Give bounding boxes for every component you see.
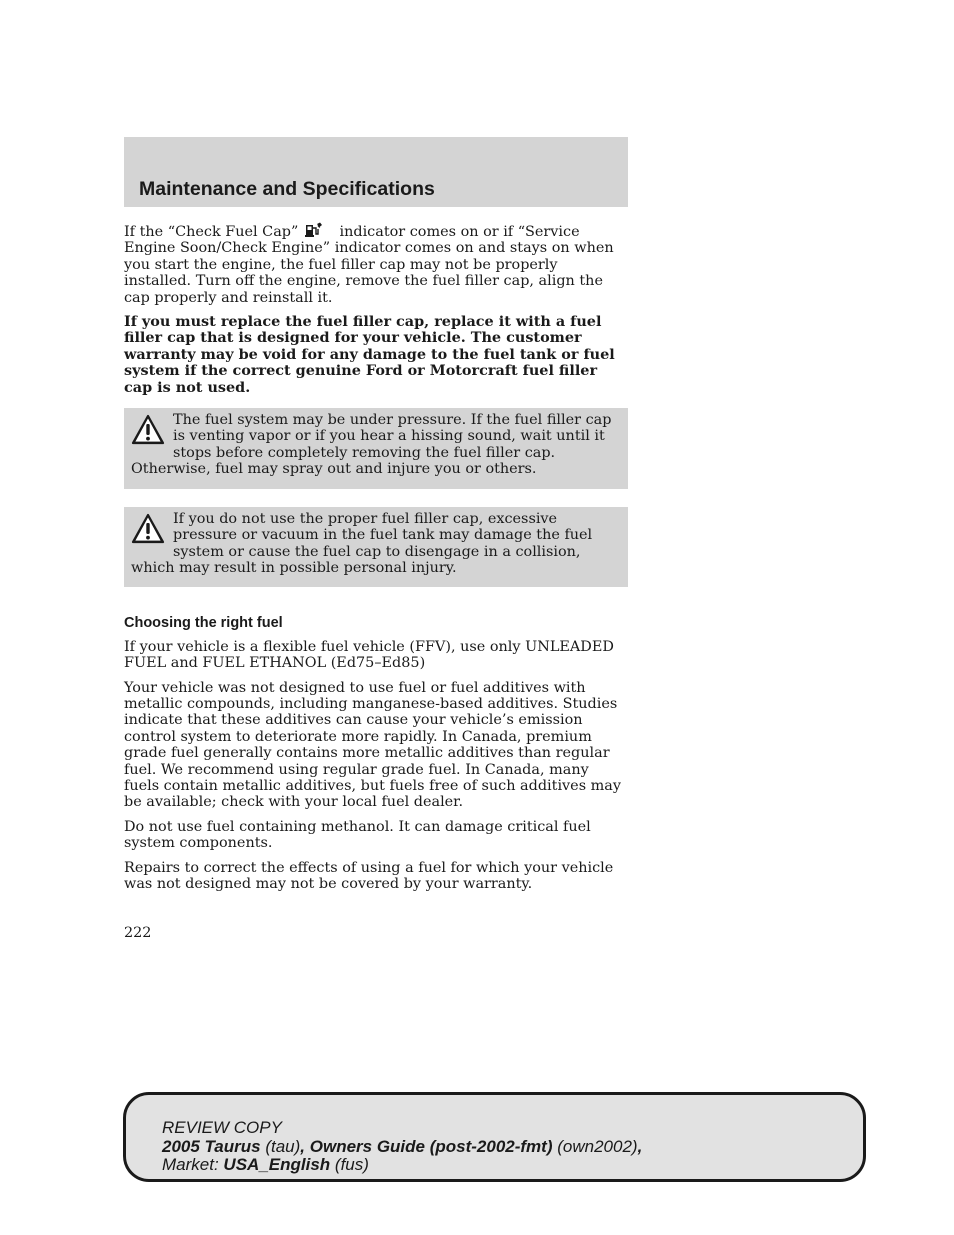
paragraph: Repairs to correct the effects of using a fuel for which your vehicle was not designed may not be covered by your warranty.: [124, 859, 614, 892]
warning-text: The fuel system may be under pressure. If the fuel filler cap is venting vapor or if you hear a hissing sound, wait until it stops before completely removing the fuel filler cap. Otherwise, fuel may spray out and injure you or others.: [131, 412, 612, 478]
paragraph: Your vehicle was not designed to use fuel or fuel additives with metallic compounds, including manganese-based additives. Studies indicate that these additives can cause your vehicle’s emission control system to deteriorate more rapidly. In Canada, premium grade fuel generally contains more metallic additives than regular fuel. We recommend using regular grade fuel. In Canada, many fuels contain metallic additives, but fuels free of such additives may be available; check with your local fuel dealer.: [124, 679, 622, 811]
review-copy-text: [162, 1119, 642, 1175]
section-header: [124, 137, 628, 207]
intro-text-start: If the “Check Fuel Cap”: [124, 224, 299, 240]
subheading-choosing-fuel: Choosing the right fuel: [124, 615, 283, 632]
page-content: [124, 222, 628, 900]
fuel-cap-icon: [305, 222, 323, 238]
market-line: [162, 1156, 642, 1175]
document-info-line: [162, 1138, 642, 1157]
guide-code: (own2002): [557, 1136, 638, 1156]
section-title: Maintenance and Specifications: [139, 178, 435, 200]
model-name: 2005 Taurus: [162, 1136, 261, 1156]
review-copy-box: [123, 1092, 866, 1182]
warning-box-pressure: [124, 408, 628, 489]
intro-text-end: indicator comes on or if “Service Engine Soon/Check Engine” indicator comes on and stays on when you start the engine, the fuel filler cap may not be properly installed. Turn off the engine, remove the fuel filler cap, align the cap properly and reinstall it.: [124, 224, 614, 306]
intro-paragraph: [124, 222, 628, 306]
separator-comma: ,: [637, 1136, 643, 1156]
page-number: 222: [124, 925, 152, 941]
warning-triangle-icon: [131, 513, 165, 545]
market-code: (fus): [334, 1155, 369, 1174]
paragraph: Do not use fuel containing methanol. It can damage critical fuel system components.: [124, 818, 591, 852]
warning-box-cap: [124, 507, 628, 588]
market-name: USA_English: [223, 1155, 331, 1174]
warning-text: If you do not use the proper fuel filler cap, excessive pressure or vacuum in the fuel tank may damage the fuel system or cause the fuel cap to disengage in a collision, which may result in possible personal injury.: [131, 510, 593, 576]
warning-triangle-icon: [131, 414, 165, 446]
replacement-notice: If you must replace the fuel filler cap, replace it with a fuel filler cap that is designed for your vehicle. The customer warranty may be void for any damage to the fuel tank or fuel system if the correct genuine Ford or Motorcraft fuel filler cap is not used.: [124, 313, 615, 396]
model-code: (tau): [265, 1136, 301, 1156]
market-label: Market:: [162, 1155, 219, 1174]
paragraph: If your vehicle is a flexible fuel vehicle (FFV), use only UNLEADED FUEL and FUEL ETHANOL (Ed75–Ed85): [124, 638, 614, 672]
guide-name: , Owners Guide (post-2002-fmt): [300, 1136, 553, 1156]
review-copy-label: REVIEW COPY: [162, 1118, 282, 1137]
